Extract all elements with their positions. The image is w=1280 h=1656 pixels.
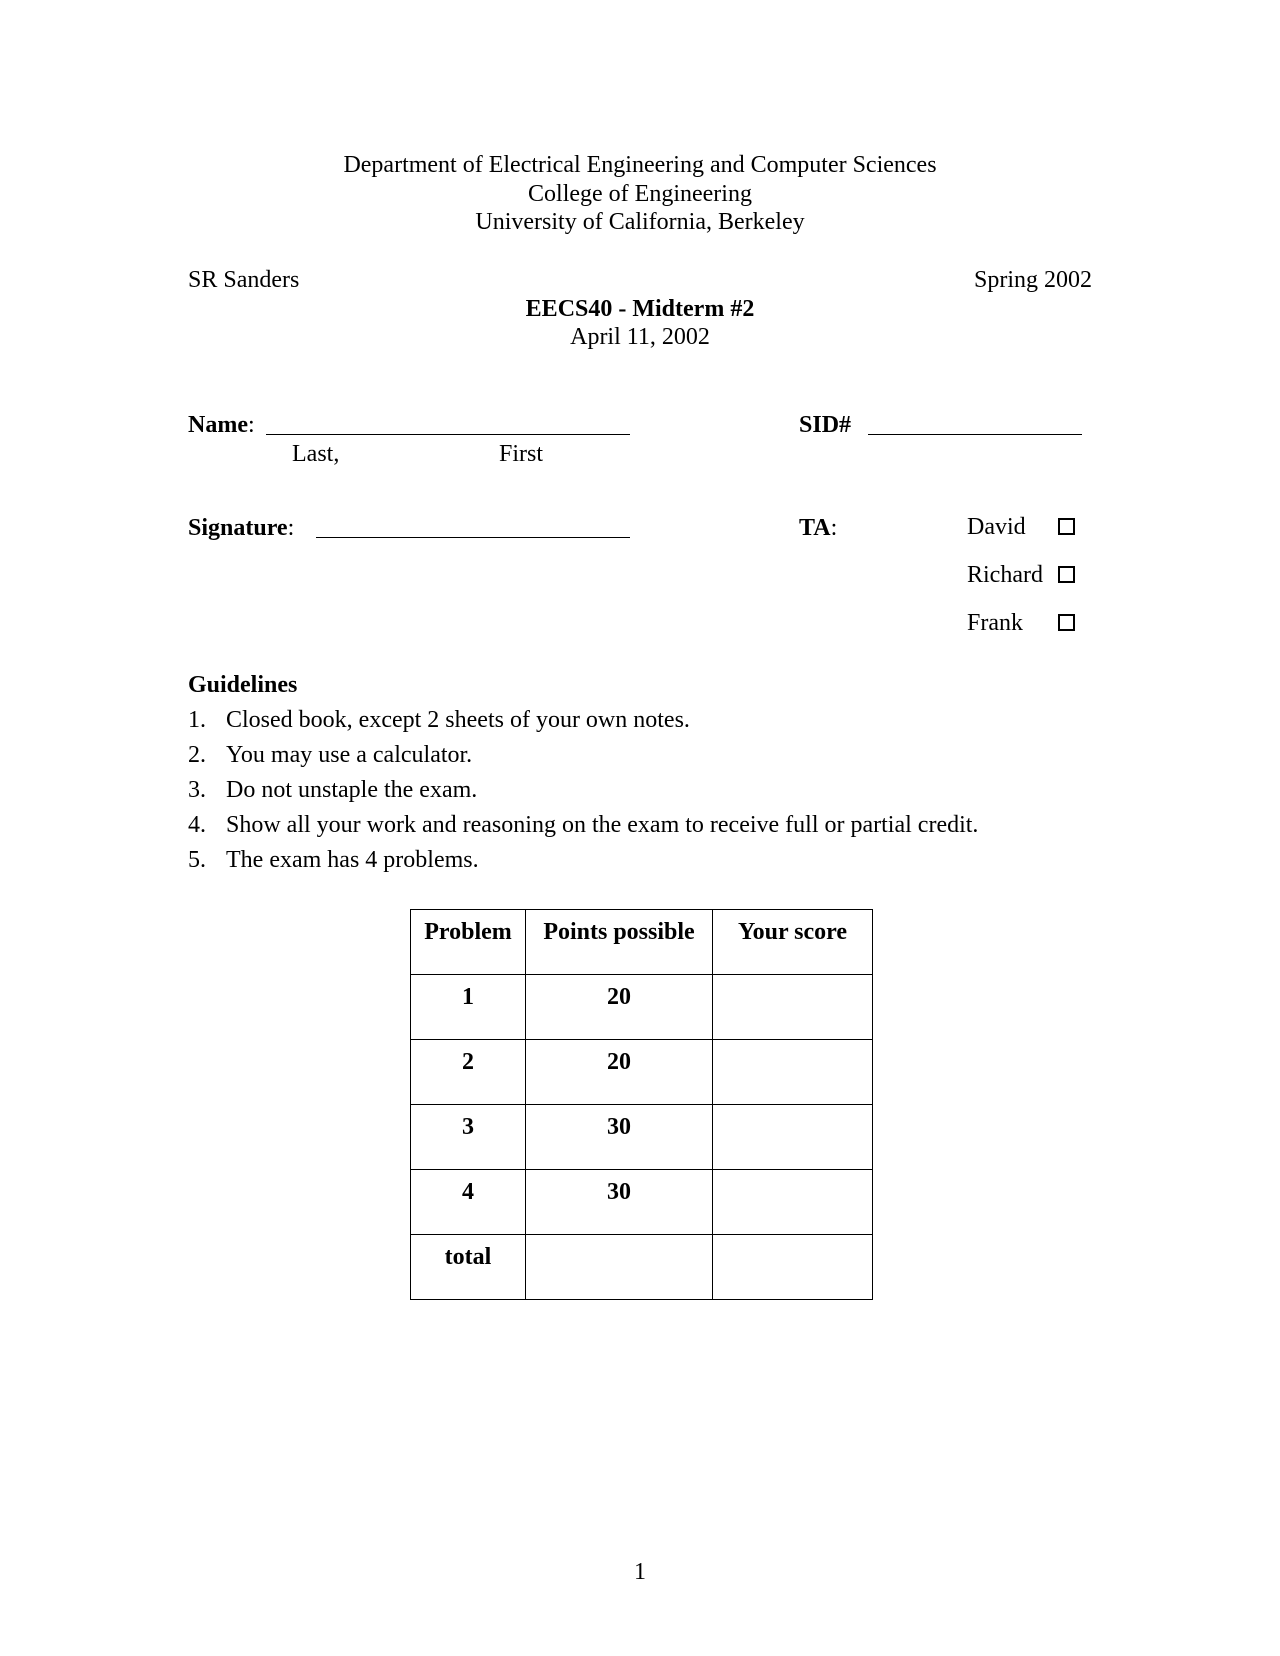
table-row [411,975,873,1040]
term: Spring 2002 [973,267,1092,293]
score-cell[interactable] [713,1235,873,1300]
name-sub-first: First [499,441,544,467]
name-sub-last: Last, [292,441,340,467]
score-table [410,909,873,1300]
table-row [411,1170,873,1235]
signature-field[interactable] [316,537,630,538]
problem-cell: total [411,1235,526,1300]
points-cell: 30 [526,1105,713,1170]
signature-label [188,514,294,542]
instructor-name: SR Sanders [188,267,300,293]
ta-checkbox-david[interactable] [1058,518,1075,535]
guideline-text: Show all your work and reasoning on the exam to receive full or partial credit. [226,812,979,838]
ta-option-label: Frank [967,610,1023,636]
problem-cell: 2 [411,1040,526,1105]
sid-label: SID# [799,412,852,438]
points-cell: 30 [526,1170,713,1235]
table-row-total [411,1235,873,1300]
page-number: 1 [634,1559,646,1585]
guideline-text: You may use a calculator. [226,742,473,768]
guideline-text: Do not unstaple the exam. [226,777,478,803]
guideline-text: Closed book, except 2 sheets of your own notes. [226,707,690,733]
problem-cell: 4 [411,1170,526,1235]
points-cell: 20 [526,1040,713,1105]
ta-option-label: Richard [967,562,1043,588]
score-table-header-row [411,910,873,975]
problem-cell: 3 [411,1105,526,1170]
score-cell[interactable] [713,975,873,1040]
name-label-text: Name [188,412,248,438]
exam-title: EECS40 - Midterm #2 [525,296,755,322]
department-line: Department of Electrical Engineering and Computer Sciences [343,152,937,178]
signature-label-text: Signature [188,515,288,541]
score-cell[interactable] [713,1105,873,1170]
ta-checkbox-frank[interactable] [1058,614,1075,631]
header-your-score: Your score [713,910,873,975]
name-field[interactable] [266,434,630,435]
table-row [411,1040,873,1105]
guideline-number: 2. [188,742,206,768]
signature-label-colon: : [287,515,295,541]
sid-field[interactable] [868,434,1082,435]
ta-label-colon: : [830,515,838,541]
points-cell: 20 [526,975,713,1040]
college-line: College of Engineering [528,181,752,207]
points-cell[interactable] [526,1235,713,1300]
guideline-number: 3. [188,777,206,803]
score-cell[interactable] [713,1170,873,1235]
university-line: University of California, Berkeley [475,209,805,235]
name-label-colon: : [247,412,255,438]
ta-option-label: David [967,514,1026,540]
problem-cell: 1 [411,975,526,1040]
guideline-number: 5. [188,847,206,873]
guidelines-heading: Guidelines [188,672,298,698]
score-cell[interactable] [713,1040,873,1105]
guideline-text: The exam has 4 problems. [226,847,479,873]
ta-label [799,514,837,542]
header-problem: Problem [411,910,526,975]
table-row [411,1105,873,1170]
exam-date: April 11, 2002 [570,324,710,350]
ta-checkbox-richard[interactable] [1058,566,1075,583]
guideline-number: 1. [188,707,206,733]
header-points-possible: Points possible [526,910,713,975]
guideline-number: 4. [188,812,206,838]
name-label [188,411,255,439]
ta-label-text: TA [799,515,831,541]
